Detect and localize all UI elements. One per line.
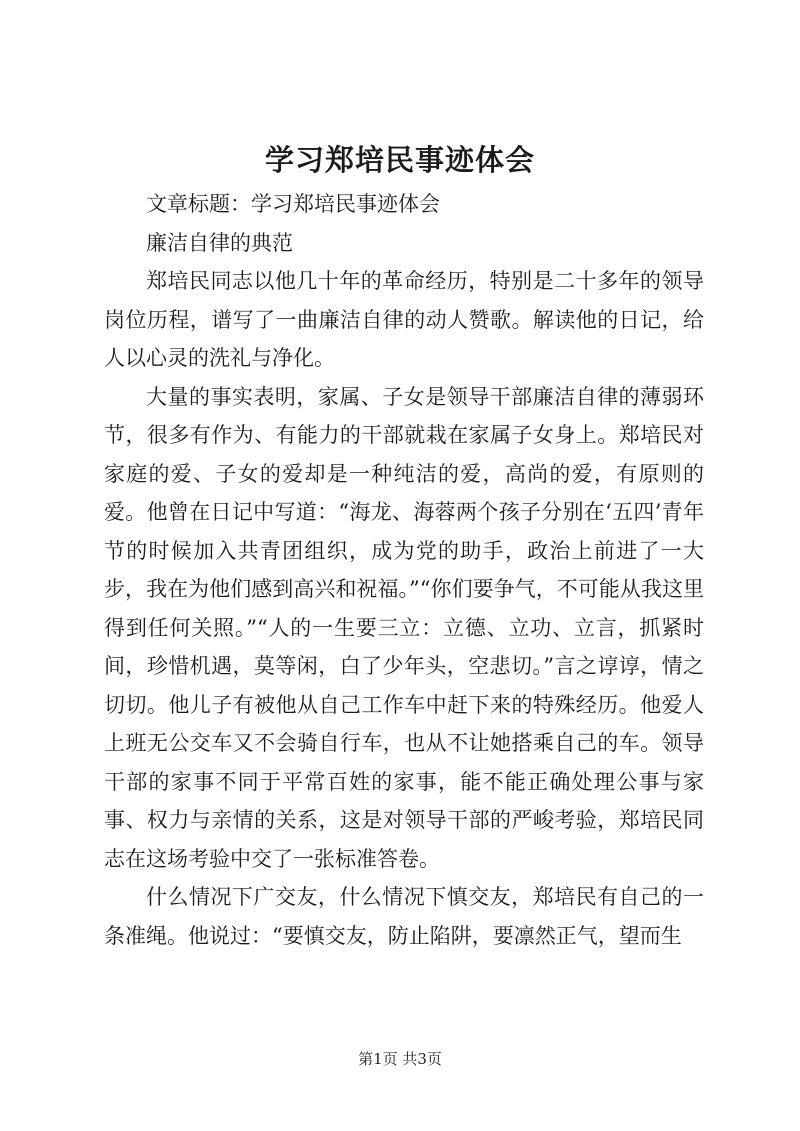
paragraph-section-heading: 廉洁自律的典范 (146, 230, 293, 255)
paragraph-intro: 郑培民同志以他几十年的革命经历，特别是二十多年的领导岗位历程，谱写了一曲廉洁自律的动人赞歌。解读他的日记，给人以心灵的洗礼与净化。 (104, 269, 704, 370)
document-body (104, 185, 704, 955)
paragraph-family: 大量的事实表明，家属、子女是领导干部廉洁自律的薄弱环节，很多有作为、有能力的干部就栽在家属子女身上。郑培民对家庭的爱、子女的爱却是一种纯洁的爱，高尚的爱，有原则的爱。他曾在日记中写道：“海龙、海蓉两个孩子分别在‘五四’青年节的时候加入共青团组织，成为党的助手，政治上前进了一大步，我在为他们感到高兴和祝福。”“你们要争气，不可能从我这里得到任何关照。”“人的一生要三立：立德、立功、立言，抓紧时间，珍惜机遇，莫等闲，白了少年头，空悲切。”言之谆谆，情之切切。他儿子有被他从自己工作车中赶下来的特殊经历。他爱人上班无公交车又不会骑自行车，也从不让她搭乘自己的车。领导干部的家事不同于平常百姓的家事，能不能正确处理公事与家事、权力与亲情的关系，这是对领导干部的严峻考验，郑培民同志在这场考验中交了一张标准答卷。 (104, 384, 704, 871)
paragraph-friendship: 什么情况下广交友，什么情况下慎交友，郑培民有自己的一条准绳。他说过：“要慎交友，防止陷阱，要凛然正气，望而生 (104, 885, 704, 948)
page-footer: 第1页 共3页 (358, 1050, 442, 1068)
document-title: 学习郑培民事迹体会 (264, 143, 535, 177)
paragraph-article-title: 文章标题：学习郑培民事迹体会 (146, 192, 440, 216)
